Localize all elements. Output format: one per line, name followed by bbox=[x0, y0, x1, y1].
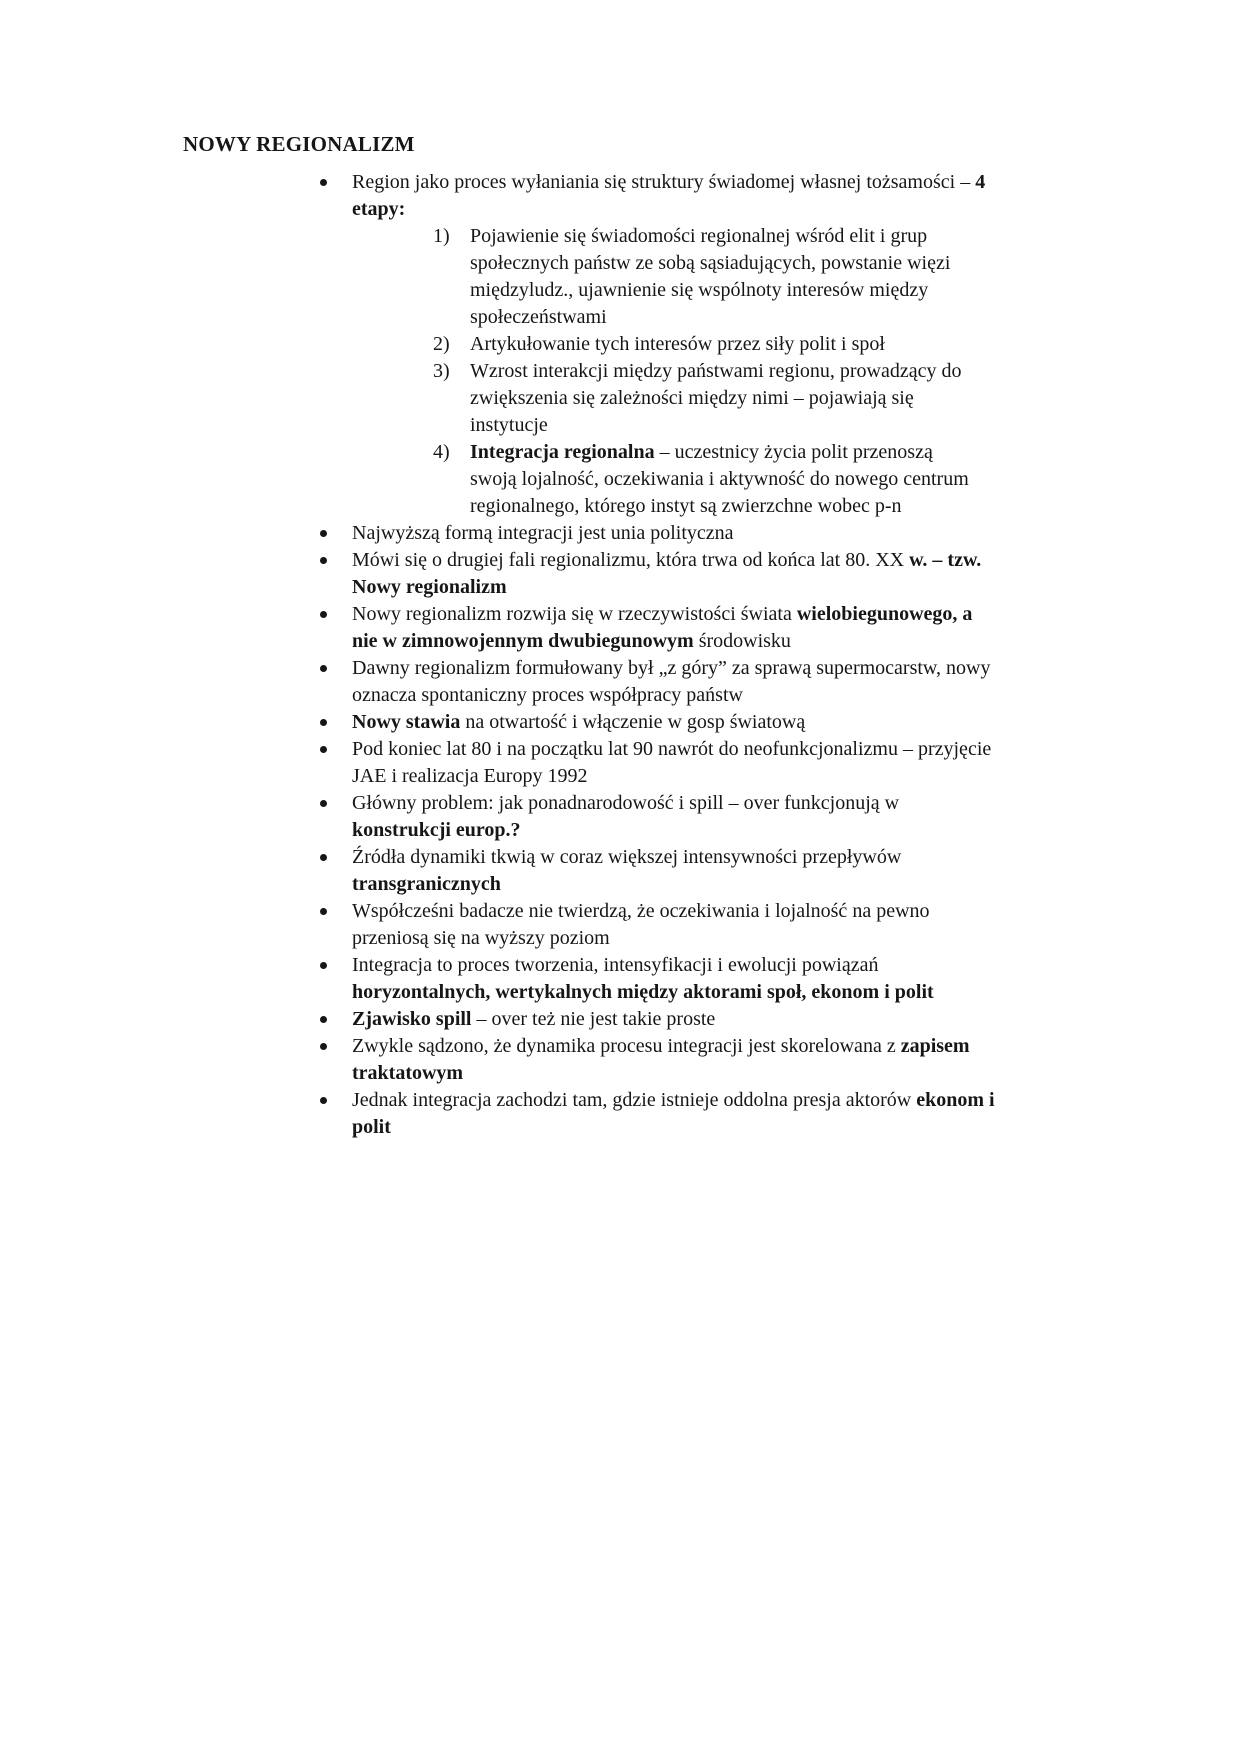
list-item bbox=[318, 1033, 1240, 1087]
list-item bbox=[318, 898, 1240, 952]
text-segment: Współcześni badacze nie twierdzą, że oczekiwania i lojalność na pewno przeniosą się na wyższy poziom bbox=[352, 900, 930, 949]
text-segment: Najwyższą formą integracji jest unia polityczna bbox=[352, 522, 734, 544]
list-item bbox=[318, 790, 1240, 844]
number-marker: 1) bbox=[433, 225, 450, 247]
text-segment: Integracja to proces tworzenia, intensyfikacji i ewolucji powiązań bbox=[352, 954, 879, 976]
list-item-text bbox=[352, 1087, 997, 1141]
list-item bbox=[318, 1006, 1240, 1033]
text-segment: Pojawienie się świadomości regionalnej wśród elit i grup społecznych państw ze sobą sąsiadujących, powstanie więzi międzyludz., ujawnienie się wspólnoty interesów między społeczeństwami bbox=[470, 225, 951, 328]
bullet-icon bbox=[318, 844, 352, 871]
list-item bbox=[318, 547, 1240, 601]
list-item bbox=[318, 169, 1240, 520]
sublist-item-text bbox=[470, 331, 975, 358]
text-segment: – uczestnicy życia polit przenoszą swoją lojalność, oczekiwania i aktywność do nowego centrum regionalnego, którego instyt są zwierzchne wobec p-n bbox=[470, 441, 969, 517]
list-item-text bbox=[352, 790, 997, 844]
text-segment: Główny problem: jak ponadnarodowość i spill – over funkcjonują w bbox=[352, 792, 900, 814]
text-segment: Dawny regionalizm formułowany był „z góry” za sprawą supermocarstw, nowy oznacza spontaniczny proces współpracy państw bbox=[352, 657, 991, 706]
number-marker: 4) bbox=[433, 441, 450, 463]
sublist-item bbox=[433, 358, 997, 439]
bullet-icon bbox=[318, 655, 352, 682]
bullet-icon bbox=[318, 898, 352, 925]
text-segment: konstrukcji europ.? bbox=[352, 819, 521, 841]
text-segment: Źródła dynamiki tkwią w coraz większej intensywności przepływów bbox=[352, 846, 902, 868]
bullet-icon bbox=[318, 790, 352, 817]
list-item-text bbox=[352, 898, 997, 952]
list-item bbox=[318, 736, 1240, 790]
sublist-item-text bbox=[470, 223, 975, 331]
text-segment: Artykułowanie tych interesów przez siły polit i społ bbox=[470, 333, 885, 355]
list-item-text bbox=[352, 169, 997, 520]
list-item-text bbox=[352, 709, 997, 736]
bullet-icon bbox=[318, 709, 352, 736]
list-item bbox=[318, 844, 1240, 898]
bullet-icon bbox=[318, 736, 352, 763]
text-segment: Zjawisko spill bbox=[352, 1008, 472, 1030]
text-segment: środowisku bbox=[698, 630, 791, 652]
list-item-text bbox=[352, 952, 997, 1006]
text-segment: w. – tzw. Nowy regionalizm bbox=[352, 549, 982, 598]
list-item bbox=[318, 709, 1240, 736]
list-item bbox=[318, 655, 1240, 709]
list-item-text bbox=[352, 844, 997, 898]
list-item-text bbox=[352, 520, 997, 547]
bullet-icon bbox=[318, 169, 352, 196]
text-segment: Region jako proces wyłaniania się struktury świadomej własnej tożsamości – bbox=[352, 171, 976, 193]
text-segment: – over też nie jest takie proste bbox=[471, 1008, 716, 1030]
list-item bbox=[318, 520, 1240, 547]
text-segment: wielobiegunowego, a nie w zimnowojennym dwubiegunowym bbox=[352, 603, 973, 652]
text-segment: zapisem traktatowym bbox=[352, 1035, 970, 1084]
text-segment: 4 etapy: bbox=[352, 171, 986, 220]
text-segment: ekonom i polit bbox=[352, 1089, 995, 1138]
sublist-item bbox=[433, 223, 997, 331]
bullet-icon bbox=[318, 520, 352, 547]
sublist-item bbox=[433, 331, 997, 358]
sublist-item bbox=[433, 439, 997, 520]
bullet-icon bbox=[318, 547, 352, 574]
list-item-text bbox=[352, 1033, 997, 1087]
page-title: NOWY REGIONALIZM bbox=[183, 132, 415, 156]
text-segment: horyzontalnych, wertykalnych między aktorami społ, ekonom i polit bbox=[352, 981, 934, 1003]
bullet-icon bbox=[318, 1087, 352, 1114]
text-segment: transgranicznych bbox=[352, 873, 501, 895]
bullet-icon bbox=[318, 1006, 352, 1033]
bullet-icon bbox=[318, 1033, 352, 1060]
text-segment: Jednak integracja zachodzi tam, gdzie istnieje oddolna presja aktorów bbox=[352, 1089, 917, 1111]
list-item-text bbox=[352, 1006, 997, 1033]
text-segment: Pod koniec lat 80 i na początku lat 90 nawrót do neofunkcjonalizmu – przyjęcie JAE i realizacja Europy 1992 bbox=[352, 738, 992, 787]
sublist-item-text bbox=[470, 358, 975, 439]
number-marker: 2) bbox=[433, 333, 450, 355]
text-segment: Integracja regionalna bbox=[470, 441, 655, 463]
list-item-text bbox=[352, 601, 997, 655]
text-segment: Zwykle sądzono, że dynamika procesu integracji jest skorelowana z bbox=[352, 1035, 901, 1057]
list-item bbox=[318, 1087, 1240, 1141]
numbered-sublist bbox=[433, 223, 997, 520]
list-item-text bbox=[352, 655, 997, 709]
sublist-item-text bbox=[470, 439, 975, 520]
bullet-icon bbox=[318, 952, 352, 979]
list-item-text bbox=[352, 736, 997, 790]
text-segment: na otwartość i włączenie w gosp światową bbox=[460, 711, 806, 733]
list-item bbox=[318, 601, 1240, 655]
text-segment: Nowy regionalizm rozwija się w rzeczywistości świata bbox=[352, 603, 797, 625]
number-marker: 3) bbox=[433, 360, 450, 382]
text-segment: Nowy stawia bbox=[352, 711, 461, 733]
text-segment: Mówi się o drugiej fali regionalizmu, która trwa od końca lat 80. XX bbox=[352, 549, 910, 571]
list-item-text bbox=[352, 547, 997, 601]
bullet-icon bbox=[318, 601, 352, 628]
bullet-list bbox=[318, 169, 1240, 1141]
text-segment: Wzrost interakcji między państwami regionu, prowadzący do zwiększenia się zależności między nimi – pojawiają się instytucje bbox=[470, 360, 962, 436]
list-item bbox=[318, 952, 1240, 1006]
